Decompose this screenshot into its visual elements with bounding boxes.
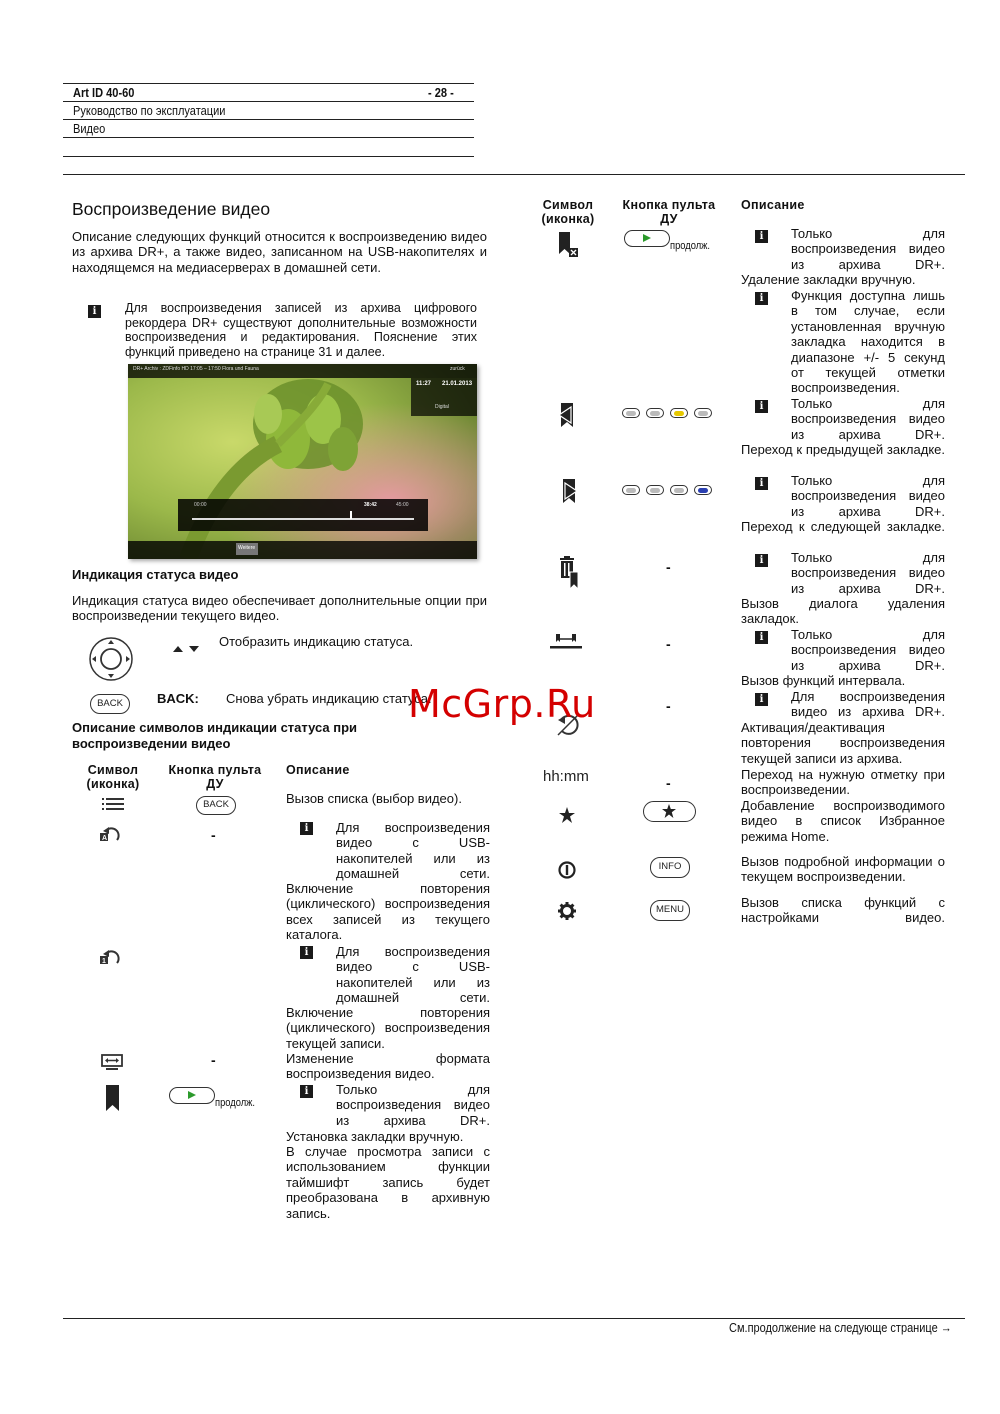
dash-repeat-all: - <box>211 827 216 843</box>
footer-continue: См.продолжение на следующе странице → <box>729 1321 952 1335</box>
prev-bookmark-description: Переход к предыдущей закладке. <box>741 442 945 457</box>
green-button <box>646 408 664 418</box>
right-col-symbol-header: Символ (иконка) <box>541 198 595 226</box>
play-remote-button <box>624 230 670 247</box>
screenshot-time-start: 00:00 <box>194 502 207 508</box>
info-icon: i <box>755 400 768 413</box>
screenshot-time-current: 38:42 <box>364 502 377 508</box>
header-rule-top <box>63 83 474 84</box>
right-col-remote-header: Кнопка пульта ДУ <box>622 198 716 226</box>
dash-interval: - <box>666 636 671 652</box>
favorite-remote-button <box>643 801 696 822</box>
interval-description: Вызов функций интервала. <box>741 673 906 688</box>
video-screenshot <box>128 364 477 559</box>
symbols-title: Описание символов индикации статуса при воспроизведении видео <box>72 720 358 751</box>
dash-goto: - <box>666 775 671 791</box>
delete-bookmark-description: Удаление закладки вручную. <box>741 272 916 287</box>
info-icon: i <box>755 631 768 644</box>
section-rule <box>63 174 965 175</box>
header-model: Art ID 40-60 <box>73 85 135 100</box>
header-rule-3 <box>63 119 474 120</box>
info-icon: i <box>300 1085 313 1098</box>
screenshot-menu-tab: Weitere <box>238 545 256 551</box>
screenshot-date: 21.01.2013 <box>442 381 473 387</box>
footer-rule <box>63 1318 965 1319</box>
svg-text:A: A <box>102 835 108 842</box>
info-icon: i <box>300 822 313 835</box>
dash-format: - <box>211 1052 216 1068</box>
prev-bookmark-note: Только для воспроизведения видео из архива DR+. <box>791 396 945 442</box>
screenshot-time: 11:27 <box>416 381 432 387</box>
star-icon <box>662 804 676 818</box>
info-icon: i <box>300 946 313 959</box>
list-description: Вызов списка (выбор видео). <box>286 791 462 806</box>
svg-text:1: 1 <box>102 958 106 965</box>
goto-description: Переход на нужную отметку при воспроизведении. <box>741 767 945 798</box>
screenshot-back-label: zurück <box>450 366 465 372</box>
bookmark-icon <box>106 1085 119 1111</box>
info-icon: i <box>755 230 768 243</box>
col-symbol-header: Символ (иконка) <box>86 763 140 791</box>
watermark: McGrp.Ru <box>408 682 596 726</box>
bookmark-note: Только для воспроизведения видео из архива DR+. <box>336 1082 490 1128</box>
navigation-pad-icon <box>88 636 134 682</box>
repeat-all-description: Включение повторения (циклического) воспроизведения всех записей из текущего каталога. <box>286 881 490 943</box>
delete-bookmark-icon <box>559 232 579 258</box>
repeat-all-icon <box>99 824 125 842</box>
time-goto-icon: hh:mm <box>543 768 589 785</box>
screenshot-title-bar: DR+ Archiv : ZDFinfo HD 17:05 – 17:50 Flora und Fauna <box>133 366 259 372</box>
bookmark-description: Установка закладки вручную. <box>286 1129 464 1144</box>
dash-repeat: - <box>666 698 671 714</box>
gear-icon <box>558 902 576 920</box>
info-circle-icon <box>558 861 576 879</box>
info-remote-button: INFO <box>650 857 690 878</box>
next-bookmark-description: Переход к следующей закладке. <box>741 519 945 534</box>
back-button-icon: BACK <box>90 694 130 714</box>
screenshot-digital: Digital <box>435 404 449 410</box>
trash-note: Только для воспроизведения видео из архива DR+. <box>791 550 945 596</box>
repeat-one-icon <box>99 947 125 965</box>
section-title: Воспроизведение видео <box>72 199 271 219</box>
status-paragraph: Индикация статуса видео обеспечивает дополнительные опции при воспроизведении текущего видео. <box>72 593 487 624</box>
blue-button <box>694 485 712 495</box>
trash-bookmark-icon <box>558 556 580 590</box>
delete-bookmark-note: Только для воспроизведения видео из архива DR+. <box>791 226 945 272</box>
screenshot-image <box>128 364 477 559</box>
header-manual: Руководство по эксплуатации <box>73 103 226 118</box>
back-key-label: BACK: <box>157 691 199 706</box>
info-icon: i <box>755 292 768 305</box>
play-remote-button <box>169 1087 215 1104</box>
col-remote-header: Кнопка пульта ДУ <box>168 763 262 791</box>
info-icon: i <box>755 693 768 706</box>
interval-icon <box>550 632 582 650</box>
green-button <box>646 485 664 495</box>
header-rule-5 <box>63 156 474 157</box>
col-desc-header: Описание <box>286 763 350 777</box>
menu-remote-button: MENU <box>650 900 690 921</box>
format-description: Изменение формата воспроизведения видео. <box>286 1051 490 1082</box>
info-icon: i <box>88 305 101 318</box>
blue-button <box>694 408 712 418</box>
repeat-one-description: Включение повторения (циклического) воспроизведения текущей записи. <box>286 1005 490 1051</box>
continue-label: продолж. <box>670 240 711 252</box>
info-icon: i <box>755 477 768 490</box>
screenshot-time-end: 45:00 <box>396 502 409 508</box>
trash-description: Вызов диалога удаления закладок. <box>741 596 945 627</box>
header-section: Видео <box>73 121 106 136</box>
next-bookmark-note: Только для воспроизведения видео из архива DR+. <box>791 473 945 519</box>
previous-bookmark-icon <box>559 403 579 429</box>
bookmark-timeshift-note: В случае просмотра записи с использованием функции таймшифт запись будет преобразована в архивную запись. <box>286 1144 490 1221</box>
back-remote-button: BACK <box>196 796 236 815</box>
red-button <box>622 485 640 495</box>
continue-label: продолж. <box>215 1097 256 1109</box>
dash-trash: - <box>666 559 671 575</box>
red-button <box>622 408 640 418</box>
info-description: Вызов подробной информации о текущем воспроизведении. <box>741 854 945 885</box>
header-page-number: - 28 - <box>428 85 454 100</box>
delete-bookmark-note-2: Функция доступна лишь в том случае, если установленная вручную закладка находится в диапазоне +/- 5 секунд от текущей отметки воспроизведения. <box>791 288 945 396</box>
next-bookmark-icon <box>559 479 579 505</box>
show-status-text: Отобразить индикацию статуса. <box>219 634 414 649</box>
repeat-archive-note: Для воспроизведения видео из архива DR+. <box>791 689 945 720</box>
status-title: Индикация статуса видео <box>72 567 239 582</box>
header-rule-2 <box>63 101 474 102</box>
color-buttons-yellow <box>622 406 718 421</box>
up-down-arrows-icon <box>172 645 200 653</box>
header-rule-4 <box>63 137 474 138</box>
yellow-button <box>670 485 688 495</box>
menu-description: Вызов списка функций с настройками видео. <box>741 895 945 926</box>
favorites-description: Добавление воспроизводимого видео в список Избранное режима Home. <box>741 798 945 844</box>
right-col-desc-header: Описание <box>741 198 805 212</box>
color-buttons-blue <box>622 483 718 498</box>
note-paragraph: Для воспроизведения записей из архива цифрового рекордера DR+ существуют дополнительные возможности воспроизведения и редактирования. Пояснение этих функций приведено на странице 31 и далее. <box>125 301 477 359</box>
star-icon <box>559 807 575 823</box>
info-icon: i <box>755 554 768 567</box>
aspect-ratio-icon <box>101 1054 123 1070</box>
repeat-one-note: Для воспроизведения видео с USB-накопителей или из домашней сети. <box>336 944 490 1006</box>
repeat-archive-description: Активация/деактивация повторения воспроизведения текущей записи из архива. <box>741 720 945 766</box>
interval-note: Только для воспроизведения видео из архива DR+. <box>791 627 945 673</box>
yellow-button <box>670 408 688 418</box>
hide-status-text: Снова убрать индикацию статуса. <box>226 691 432 706</box>
intro-paragraph: Описание следующих функций относится к воспроизведению видео из архива DR+, а также видео, записанном на USB-накопителях и находящемся на медиасерверах в домашней сети. <box>72 229 487 275</box>
repeat-all-note: Для воспроизведения видео с USB-накопителей или из домашней сети. <box>336 820 490 882</box>
list-icon <box>102 797 124 811</box>
